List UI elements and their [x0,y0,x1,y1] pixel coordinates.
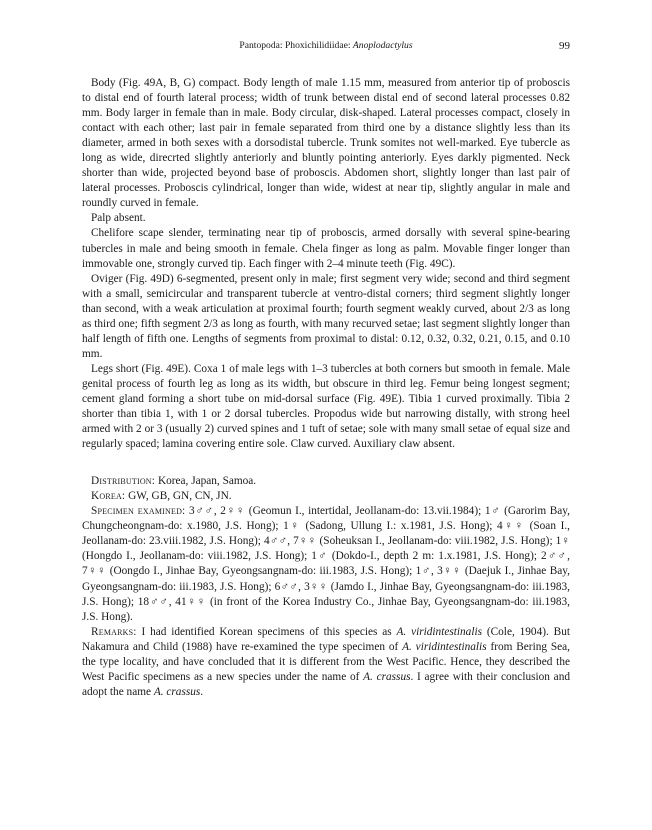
distribution-paragraph [82,474,570,489]
remarks-label: Remarks: [91,625,137,638]
korea-paragraph [82,489,570,504]
korea-label: Korea: [91,490,126,503]
remarks-paragraph: Remarks: I had identified Korean specimens of this species as A. viridintestinalis (Cole, 1904). But Nakamura and Child (1988) have re-examined the type specimen of A. viridintestinalis from Bering Sea, the type locality, and have concluded that it is different from the West Pacific. Hence, they described the West Pacific specimens as a new species under the name of A. crassus. I agree with their conclusion and adopt the name A. crassus. [82,625,570,698]
distribution-text: Korea, Japan, Samoa. [155,475,257,488]
specimens-label: Specimen examined: [91,505,186,518]
chelifore-paragraph: Chelifore scape slender, terminating near tip of proboscis, armed dorsally with several spine-bearing tubercles in male and being smooth in female. Chela finger as long as palm. Movable finger longer than immovable one, strongly curved tip. Each finger with 2–4 minute teeth (Fig. 49C). [82,227,570,270]
main-text [82,76,570,700]
distribution-label: Distribution: [91,475,156,488]
specimens-paragraph [82,504,570,624]
oviger-paragraph: Oviger (Fig. 49D) 6-segmented, present only in male; first segment very wide; second and third segment with a small, semicircular and transparent tubercle at ventro-distal corners; third segment slightly longer than second, with a weak articulation at proximal fourth; fourth segment weakly curved, about 2/3 as long as third one; fifth segment 2/3 as long as fourth, with many recurved setae; last segment slightly longer than half length of fifth one. Lengths of segments from proximal to distal: 0.12, 0.32, 0.32, 0.21, 0.15, and 0.10 mm. [82,272,570,360]
palp-paragraph: Palp absent. [91,212,146,225]
specimens-text: 3♂♂, 2♀♀ (Geomun I., intertidal, Jeollanam-do: 13.vii.1984); 1♂ (Garorim Bay, Chungcheongnam-do: x.1980, J.S. Hong); 1♀ (Sadong, Ullung I.: x.1981, J.S. Hong); 4♀♀ (Soan I., Jeollanam-do: 23.viii.1982, J.S. Hong); 4♂♂, 7♀♀ (Soheuksan I., Jeollanam-do: viii.1982, J.S. Hong); 1♀ (Hongdo I., Jeollanam-do: viii.1982, J.S. Hong); 1♂ (Dokdo-I., depth 2 m: 1.x.1981, J.S. Hong); 2♂♂, 7♀♀ (Oongdo I., Jinhae Bay, Gyeongsangnam-do: iii.1983, J.S. Hong); 1♂, 3♀♀ (Daejuk I., Jinhae Bay, Gyeongsangnam-do: iii.1983, J.S. Hong); 6♂♂, 3♀♀ (Jamdo I., Jinhae Bay, Gyeongsangnam-do: iii.1983, J.S. Hong); 18♂♂, 41♀♀ (in front of the Korea Industry Co., Jinhae Bay, Gyeongsangnam-do: iii.1983, J.S. Hong). [82,505,570,623]
species-name: A. viridintestinalis [402,640,487,653]
species-name: A. crassus [153,685,201,698]
running-title: Pantopoda: Phoxichilidiidae: Anoplodactylus [239,40,413,51]
section-gap [82,452,570,474]
species-name: A. crassus [363,670,411,683]
body-paragraph: Body (Fig. 49A, B, G) compact. Body length of male 1.15 mm, measured from anterior tip of proboscis to distal end of fourth lateral process; width of trunk between distal end of second lateral processes 0.82 mm. Body larger in female than in male. Body circular, disk-shaped. Lateral processes compact, closely in contact with each other; last pair in female separated from third one by a distance slightly less than its diameter, armed in both sexes with a dorsodistal tubercle. Trunk somites not well-marked. Eye tubercle as long as wide, direcrted slightly anteriorly and bluntly pointing anteriorly. Eyes darkly pigmented. Neck shorter than wide, projected beyond base of proboscis. Abdomen short, slightly longer than last pair of lateral processes. Proboscis cylindrical, longer than wide, widest at near tip, slightly angular in male and roundly curved in female. [82,77,570,210]
page-number: 99 [559,40,570,52]
running-header [82,40,570,56]
species-name: A. viridintestinalis [396,625,483,638]
running-title-genus: Anoplodactylus [352,40,413,51]
legs-paragraph: Legs short (Fig. 49E). Coxa 1 of male legs with 1–3 tubercles at both corners but smooth in female. Male genital process of fourth leg as long as its width, but obscure in third leg. Femur being longest segment; cement gland forming a short tube on mid-dorsal surface (Fig. 49E). Tibia 1 curved proximally. Tibia 2 shorter than tibia 1, with 1 or 2 dorsal tubercles. Propodus wide but narrowing distally, with strong heel armed with 2 or 3 (usually 2) curved spines and 1 tuft of setae; sole with many small setae of equal size and regularly spaced; lamina covering entire sole. Claw curved. Auxiliary claw absent. [82,362,570,451]
korea-text: GW, GB, GN, CN, JN. [125,490,232,503]
